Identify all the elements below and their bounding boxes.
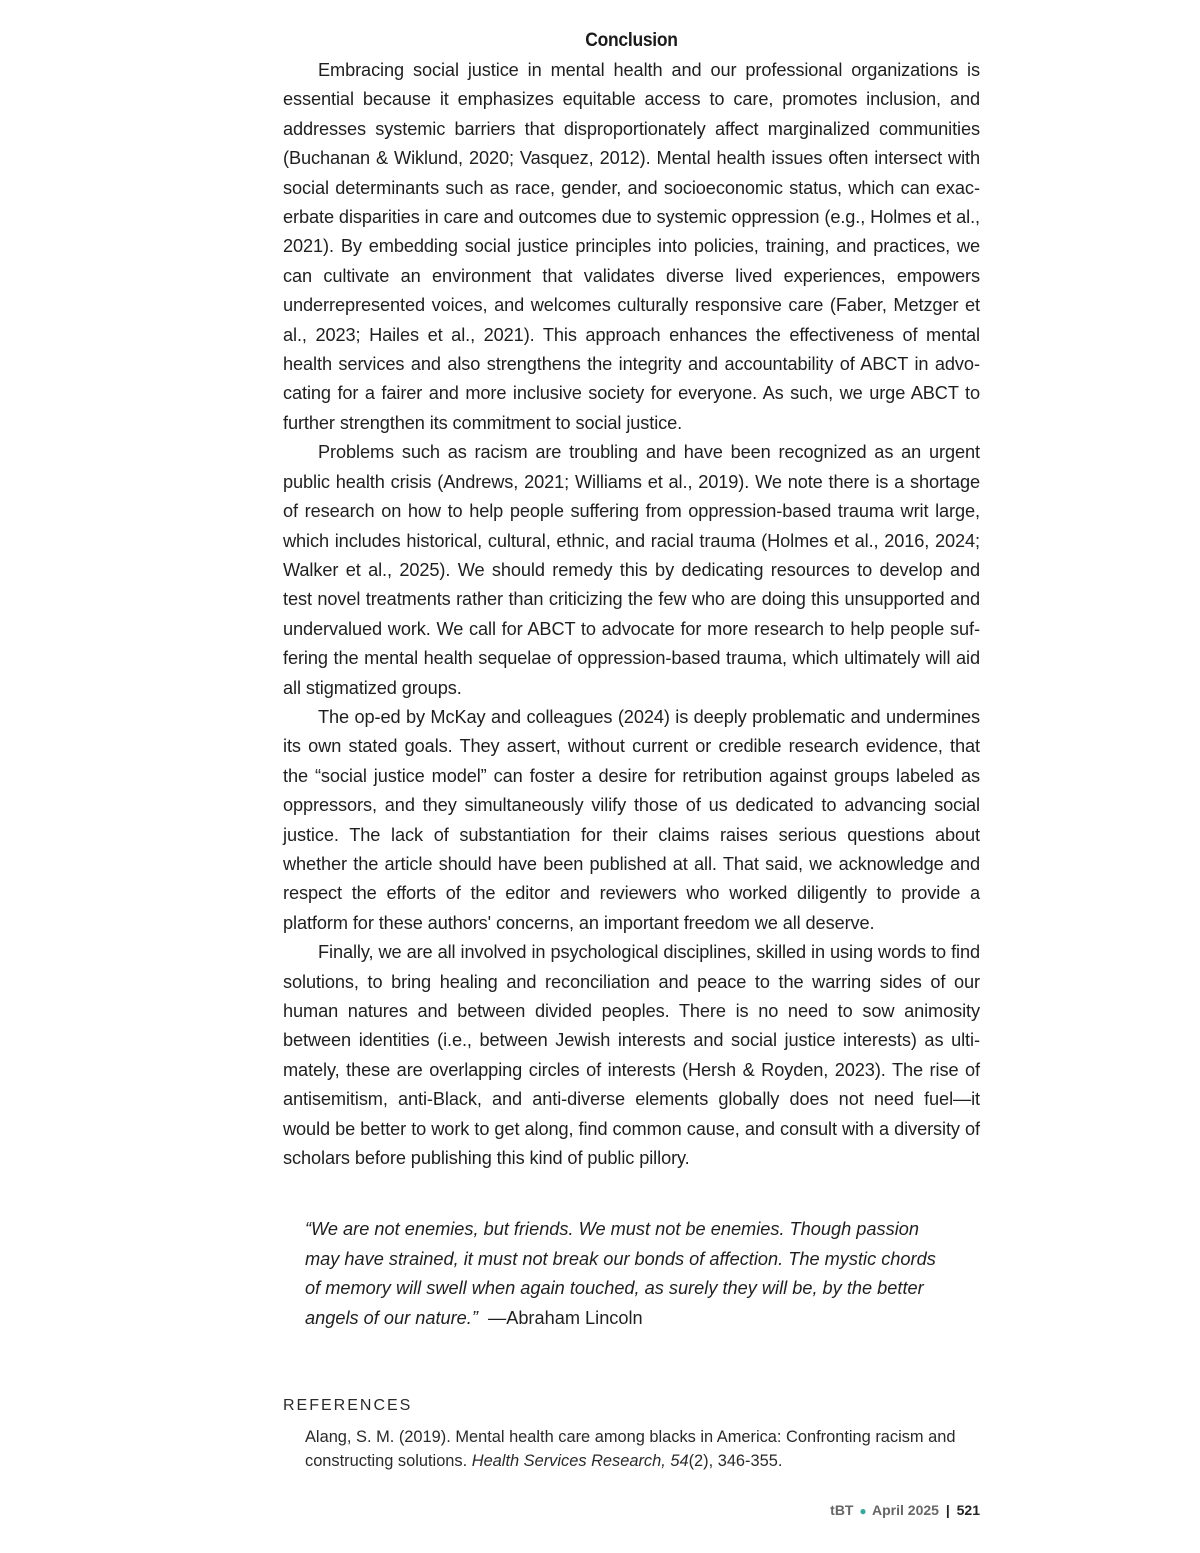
bullet-dot-icon: ● — [859, 1504, 867, 1518]
quote-text: “We are not enemies, but friends. We must not be enemies. Though passion may have strained, it must not break our bonds of affection. The mystic chords of memory will swell when again touched, as surely they will be, by the better angels of our nature.” — [305, 1219, 936, 1328]
footer-page-number: 521 — [956, 1502, 980, 1518]
references-heading: REFERENCES — [283, 1397, 413, 1415]
paragraph-1: Embracing social justice in mental health and our professional organizations is essential because it emphasizes equitable access to care, promotes inclusion, and addresses systemic barriers that disproportionately affect marginalized communities (Buchanan & Wiklund, 2020; Vasquez, 2012). Mental health issues often intersect with social determinants such as race, gender, and socioeconomic status, which can exacerbate disparities in care and outcomes due to systemic oppression (e.g., Holmes et al., 2021). By embedding social justice principles into policies, training, and practices, we can cultivate an environment that validates diverse lived experiences, empowers underrepresented voices, and welcomes culturally responsive care (Faber, Metzger et al., 2023; Hailes et al., 2021). This approach enhances the effectiveness of mental health services and also strengthens the integrity and accountability of ABCT in advocating for a fairer and more inclusive society for everyone. As such, we urge ABCT to further strengthen its commitment to social justice. — [283, 60, 980, 433]
section-heading: Conclusion — [585, 30, 678, 51]
lincoln-quote — [305, 1215, 942, 1333]
footer-issue: April 2025 — [872, 1502, 939, 1518]
paragraph-3: The op-ed by McKay and colleagues (2024) is deeply problematic and undermines its own stated goals. They assert, without current or credible research evidence, that the “social justice model” can foster a desire for retribution against groups labeled as oppressors, and they simultaneously vilify those of us dedicated to advancing social justice. The lack of substantiation for their claims raises serious questions about whether the article should have been published at all. That said, we acknowledge and respect the efforts of the editor and reviewers who worked diligently to provide a platform for these authors' concerns, an important freedom we all deserve. — [283, 706, 980, 933]
paragraph-2: Problems such as racism are troubling and have been recognized as an urgent public health crisis (Andrews, 2021; Williams et al., 2019). We note there is a shortage of research on how to help people suffering from oppression-based trauma writ large, which includes historical, cultural, ethnic, and racial trauma (Holmes et al., 2016, 2024; Walker et al., 2025). We should remedy this by dedicating resources to develop and test novel treatments rather than criticizing the few who are doing this unsupported and undervalued work. We call for ABCT to advocate for more research to help people suffering the mental health sequelae of oppression-based trauma, which ultimately will aid all stigmatized groups. — [283, 442, 980, 698]
paragraph-4: Finally, we are all involved in psychological disciplines, skilled in using words to find solutions, to bring healing and reconciliation and peace to the warring sides of our human natures and between divided peoples. There is no need to sow animosity between identities (i.e., between Jewish interests and social justice interests) as ultimately, these are overlapping circles of interests (Hersh & Royden, 2023). The rise of antisemitism, anti-Black, and anti-diverse elements globally does not need fuel—it would be better to work to get along, find common cause, and consult with a diversity of scholars before publishing this kind of public pillory. — [283, 942, 980, 1169]
footer-separator: | — [945, 1502, 950, 1518]
article-page — [283, 30, 980, 1473]
reference-authors-title: Alang, S. M. (2019). Mental health care among blacks in America: Confronting racism and constructing solutions. — [305, 1428, 956, 1471]
reference-item — [305, 1425, 980, 1473]
page-footer — [830, 1502, 980, 1518]
footer-journal: tBT — [830, 1502, 854, 1518]
quote-attribution: —Abraham Lincoln — [488, 1307, 643, 1328]
reference-issue-pages: (2), 346-355. — [688, 1452, 783, 1471]
reference-journal: Health Services Research, 54 — [471, 1452, 689, 1471]
